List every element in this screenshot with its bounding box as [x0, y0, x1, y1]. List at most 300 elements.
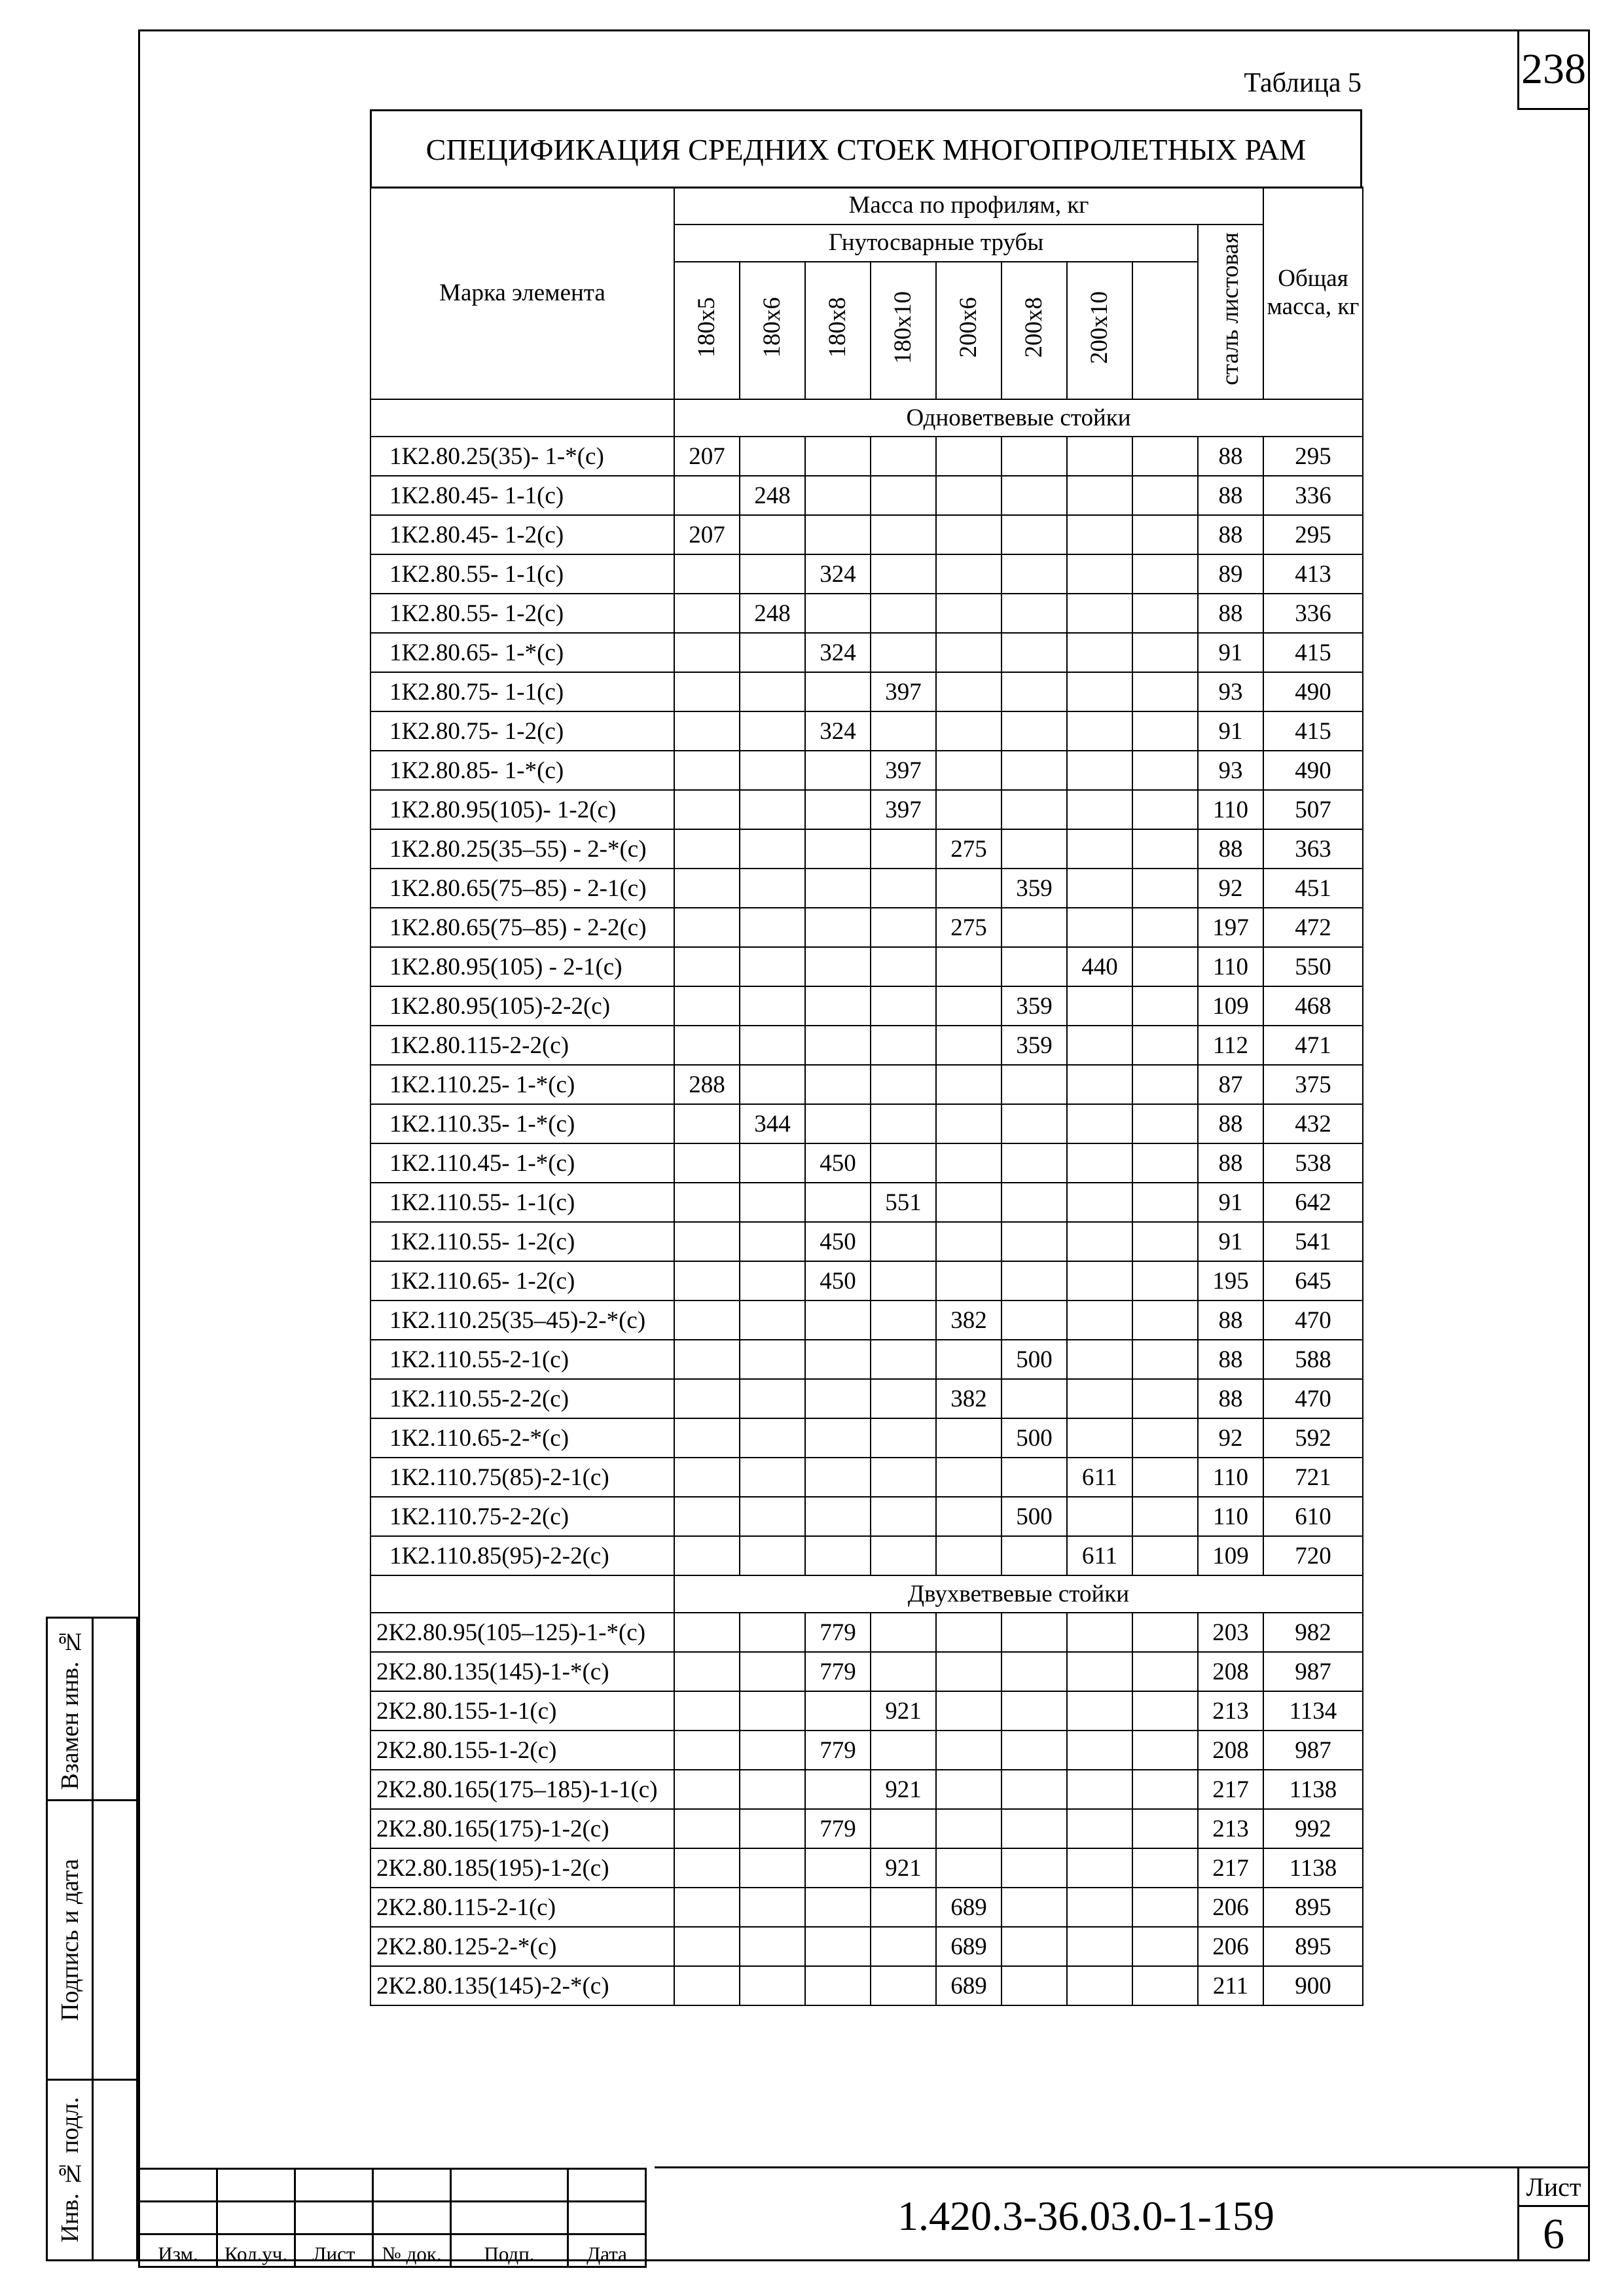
cell-tube-mass: [1132, 1848, 1198, 1888]
cell-tube-mass: [1067, 1143, 1132, 1183]
cell-tube-mass: [674, 1691, 740, 1731]
cell-tube-mass: [871, 986, 936, 1026]
cell-tube-mass: [1067, 1379, 1132, 1418]
cell-tube-mass: [674, 1143, 740, 1183]
cell-tube-mass: 397: [871, 672, 936, 711]
cell-mark: 1К2.80.25(35–55) - 2-*(с): [370, 829, 674, 869]
cell-total-mass: 336: [1263, 594, 1363, 633]
table-row: [370, 1222, 1363, 1261]
cell-tube-mass: [871, 1065, 936, 1104]
cell-tube-mass: [936, 554, 1001, 594]
table-row: [370, 1770, 1363, 1809]
side-stamp-sign-date: [46, 1799, 138, 2081]
cell-tube-mass: [1132, 751, 1198, 790]
cell-mark: 1К2.110.45- 1-*(с): [370, 1143, 674, 1183]
cell-tube-mass: 248: [740, 476, 805, 515]
cell-tube-mass: [1132, 1379, 1198, 1418]
side-orig-inv-label: Инв. № подл.: [56, 2097, 84, 2243]
cell-tube-mass: [1067, 1888, 1132, 1927]
cell-tube-mass: 779: [805, 1731, 871, 1770]
cell-tube-mass: [1132, 1458, 1198, 1497]
table-row: [370, 829, 1363, 869]
cell-mark: 2К2.80.185(195)-1-2(с): [370, 1848, 674, 1888]
cell-tube-mass: [936, 1340, 1001, 1379]
cell-total-mass: 472: [1263, 908, 1363, 947]
cell-tube-mass: 921: [871, 1691, 936, 1731]
cell-tube-mass: [1001, 1458, 1067, 1497]
header-sheet-steel-text: сталь листовая: [1216, 232, 1244, 386]
cell-tube-mass: [936, 476, 1001, 515]
cell-mark: 2К2.80.165(175)-1-2(с): [370, 1809, 674, 1848]
cell-sheet-mass: 195: [1198, 1261, 1263, 1300]
cell-sheet-mass: 109: [1198, 1536, 1263, 1575]
cell-tube-mass: 921: [871, 1770, 936, 1809]
cell-tube-mass: [936, 947, 1001, 986]
table-row: [370, 1613, 1363, 1652]
cell-tube-mass: [1132, 711, 1198, 751]
cell-tube-mass: [936, 1222, 1001, 1261]
cell-tube-mass: 344: [740, 1104, 805, 1143]
table-row: [370, 1104, 1363, 1143]
cell-tube-mass: 248: [740, 594, 805, 633]
cell-tube-mass: [936, 672, 1001, 711]
table-row: [370, 1731, 1363, 1770]
cell-mark: 1К2.80.65- 1-*(с): [370, 633, 674, 672]
cell-tube-mass: [805, 1497, 871, 1536]
cell-sheet-mass: 112: [1198, 1026, 1263, 1065]
cell-tube-mass: [871, 829, 936, 869]
cell-tube-mass: [740, 437, 805, 476]
cell-tube-mass: [740, 554, 805, 594]
cell-tube-mass: [674, 711, 740, 751]
cell-tube-mass: [674, 554, 740, 594]
cell-mark: 1К2.80.55- 1-2(с): [370, 594, 674, 633]
cell-tube-mass: [1001, 554, 1067, 594]
cell-tube-mass: [740, 1418, 805, 1458]
cell-tube-mass: [936, 515, 1001, 554]
cell-sheet-mass: 110: [1198, 790, 1263, 829]
cell-tube-mass: [871, 1104, 936, 1143]
table-row: [370, 515, 1363, 554]
table-row: [370, 476, 1363, 515]
cell-tube-mass: [1067, 554, 1132, 594]
cell-tube-mass: [674, 869, 740, 908]
cell-sheet-mass: 88: [1198, 1104, 1263, 1143]
cell-total-mass: 413: [1263, 554, 1363, 594]
cell-tube-mass: 397: [871, 751, 936, 790]
cell-tube-mass: [1132, 1261, 1198, 1300]
cell-total-mass: 550: [1263, 947, 1363, 986]
cell-tube-mass: [936, 1613, 1001, 1652]
section-blank-cell: [370, 1575, 674, 1613]
cell-mark: 1К2.80.55- 1-1(с): [370, 554, 674, 594]
cell-tube-mass: [871, 1418, 936, 1458]
cell-tube-mass: [740, 1026, 805, 1065]
cell-tube-mass: [1001, 908, 1067, 947]
cell-total-mass: 432: [1263, 1104, 1363, 1143]
cell-mark: 1К2.110.65- 1-2(с): [370, 1261, 674, 1300]
cell-tube-mass: [1067, 1261, 1132, 1300]
cell-tube-mass: [871, 1652, 936, 1691]
cell-tube-mass: [740, 1966, 805, 2005]
side-stamp-orig-inv: [46, 2079, 138, 2261]
cell-total-mass: 538: [1263, 1143, 1363, 1183]
page-number: 238: [1517, 29, 1590, 110]
cell-tube-mass: [1067, 1026, 1132, 1065]
cell-tube-mass: [1067, 1222, 1132, 1261]
cell-total-mass: 470: [1263, 1379, 1363, 1418]
cell-tube-mass: [674, 1888, 740, 1927]
cell-sheet-mass: 91: [1198, 1222, 1263, 1261]
table-row: [370, 554, 1363, 594]
cell-tube-mass: [936, 633, 1001, 672]
cell-tube-mass: [740, 1731, 805, 1770]
cell-total-mass: 470: [1263, 1300, 1363, 1340]
table-row: [370, 947, 1363, 986]
cell-tube-mass: [805, 1927, 871, 1966]
cell-tube-mass: [740, 1261, 805, 1300]
cell-tube-mass: [674, 1340, 740, 1379]
cell-tube-mass: [1067, 711, 1132, 751]
cell-sheet-mass: 217: [1198, 1848, 1263, 1888]
cell-sheet-mass: 92: [1198, 869, 1263, 908]
cell-sheet-mass: 206: [1198, 1888, 1263, 1927]
cell-tube-mass: [871, 711, 936, 751]
cell-tube-mass: 450: [805, 1143, 871, 1183]
cell-tube-mass: [674, 476, 740, 515]
cell-tube-mass: [1067, 1300, 1132, 1340]
cell-tube-mass: [805, 1536, 871, 1575]
cell-tube-mass: [1067, 908, 1132, 947]
cell-tube-mass: [674, 1809, 740, 1848]
cell-tube-mass: [1132, 1222, 1198, 1261]
cell-tube-mass: [871, 869, 936, 908]
cell-tube-mass: [1001, 1536, 1067, 1575]
cell-tube-mass: [740, 869, 805, 908]
cell-tube-mass: [805, 1966, 871, 2005]
cell-total-mass: 490: [1263, 751, 1363, 790]
cell-tube-mass: [805, 869, 871, 908]
cell-tube-mass: [805, 1770, 871, 1809]
cell-tube-mass: [1067, 790, 1132, 829]
cell-tube-mass: [936, 1497, 1001, 1536]
cell-tube-mass: [871, 1809, 936, 1848]
cell-tube-mass: [805, 1026, 871, 1065]
cell-tube-mass: [674, 829, 740, 869]
cell-mark: 1К2.80.75- 1-2(с): [370, 711, 674, 751]
header-tube-size: [1067, 262, 1132, 399]
cell-tube-mass: [805, 594, 871, 633]
cell-tube-mass: [1067, 829, 1132, 869]
cell-tube-mass: [871, 633, 936, 672]
cell-tube-mass: [674, 1222, 740, 1261]
cell-tube-mass: [936, 437, 1001, 476]
cell-tube-mass: [1001, 476, 1067, 515]
cell-total-mass: 721: [1263, 1458, 1363, 1497]
cell-tube-mass: 324: [805, 554, 871, 594]
cell-mark: 1К2.80.65(75–85) - 2-1(с): [370, 869, 674, 908]
cell-tube-mass: [1067, 672, 1132, 711]
cell-sheet-mass: 88: [1198, 829, 1263, 869]
cell-mark: 1К2.110.55- 1-1(с): [370, 1183, 674, 1222]
side-sign-date-label: Подпись и дата: [56, 1858, 84, 2022]
table-row: [370, 672, 1363, 711]
cell-sheet-mass: 88: [1198, 1143, 1263, 1183]
cell-tube-mass: [740, 829, 805, 869]
cell-mark: 2К2.80.95(105–125)-1-*(с): [370, 1613, 674, 1652]
cell-tube-mass: [1067, 437, 1132, 476]
cell-tube-mass: [871, 1927, 936, 1966]
cell-tube-mass: [740, 1927, 805, 1966]
cell-tube-mass: [936, 711, 1001, 751]
cell-mark: 1К2.110.85(95)-2-2(с): [370, 1536, 674, 1575]
cell-tube-mass: [871, 1026, 936, 1065]
header-tube-size-text: 180х6: [758, 296, 785, 358]
cell-tube-mass: [1132, 1183, 1198, 1222]
title-block-column-label: Подп.: [451, 2234, 568, 2267]
cell-total-mass: 982: [1263, 1613, 1363, 1652]
cell-tube-mass: [674, 1418, 740, 1458]
cell-tube-mass: [1001, 1143, 1067, 1183]
cell-tube-mass: [674, 1497, 740, 1536]
table-row: [370, 633, 1363, 672]
cell-tube-mass: [1001, 1770, 1067, 1809]
table-row: [370, 986, 1363, 1026]
cell-tube-mass: [805, 1300, 871, 1340]
cell-total-mass: 415: [1263, 633, 1363, 672]
cell-tube-mass: [1067, 986, 1132, 1026]
cell-tube-mass: [674, 1104, 740, 1143]
cell-tube-mass: [1132, 672, 1198, 711]
cell-tube-mass: [674, 790, 740, 829]
header-tube-size-text: 180х8: [823, 296, 851, 358]
cell-tube-mass: [805, 1418, 871, 1458]
table-row: [370, 1379, 1363, 1418]
cell-tube-mass: [740, 633, 805, 672]
cell-total-mass: 900: [1263, 1966, 1363, 2005]
cell-tube-mass: [936, 1536, 1001, 1575]
cell-tube-mass: [740, 986, 805, 1026]
cell-tube-mass: [805, 1104, 871, 1143]
cell-mark: 1К2.110.65-2-*(с): [370, 1418, 674, 1458]
cell-tube-mass: [674, 1026, 740, 1065]
cell-mark: 2К2.80.135(145)-1-*(с): [370, 1652, 674, 1691]
cell-tube-mass: 779: [805, 1613, 871, 1652]
cell-total-mass: 895: [1263, 1927, 1363, 1966]
header-mass-by-profile: Масса по профилям, кг: [674, 187, 1263, 224]
cell-tube-mass: [740, 1379, 805, 1418]
cell-tube-mass: [1132, 1418, 1198, 1458]
cell-mark: 1К2.80.25(35)- 1-*(с): [370, 437, 674, 476]
cell-sheet-mass: 87: [1198, 1065, 1263, 1104]
cell-tube-mass: [871, 515, 936, 554]
cell-mark: 1К2.110.75(85)-2-1(с): [370, 1458, 674, 1497]
header-tube-size: [936, 262, 1001, 399]
cell-tube-mass: 382: [936, 1300, 1001, 1340]
cell-tube-mass: [1132, 1300, 1198, 1340]
cell-tube-mass: [740, 1143, 805, 1183]
cell-sheet-mass: 197: [1198, 908, 1263, 947]
cell-tube-mass: [1132, 1143, 1198, 1183]
cell-tube-mass: [936, 1183, 1001, 1222]
cell-tube-mass: [1067, 515, 1132, 554]
cell-tube-mass: [674, 1458, 740, 1497]
cell-tube-mass: [805, 790, 871, 829]
cell-tube-mass: [740, 711, 805, 751]
table-row: [370, 908, 1363, 947]
cell-tube-mass: [871, 1458, 936, 1497]
cell-tube-mass: [936, 751, 1001, 790]
cell-tube-mass: [740, 515, 805, 554]
table-row: [370, 1340, 1363, 1379]
cell-tube-mass: [1067, 1927, 1132, 1966]
cell-tube-mass: [740, 1809, 805, 1848]
cell-tube-mass: [740, 1536, 805, 1575]
cell-total-mass: 375: [1263, 1065, 1363, 1104]
cell-tube-mass: [1067, 1418, 1132, 1458]
cell-sheet-mass: 93: [1198, 672, 1263, 711]
section-title: Двухветвевые стойки: [674, 1575, 1363, 1613]
cell-mark: 1К2.110.35- 1-*(с): [370, 1104, 674, 1143]
cell-tube-mass: [674, 1300, 740, 1340]
header-tube-size: [871, 262, 936, 399]
cell-tube-mass: 359: [1001, 869, 1067, 908]
header-tube-size: [674, 262, 740, 399]
cell-tube-mass: [871, 1379, 936, 1418]
cell-tube-mass: [674, 751, 740, 790]
cell-tube-mass: [936, 1104, 1001, 1143]
sheet-number: 6: [1543, 2210, 1564, 2258]
cell-tube-mass: [1001, 1222, 1067, 1261]
cell-total-mass: 295: [1263, 515, 1363, 554]
cell-total-mass: 992: [1263, 1809, 1363, 1848]
cell-tube-mass: [1132, 1927, 1198, 1966]
cell-sheet-mass: 211: [1198, 1966, 1263, 2005]
cell-tube-mass: [1067, 869, 1132, 908]
cell-tube-mass: 551: [871, 1183, 936, 1222]
table-row: [370, 1966, 1363, 2005]
cell-tube-mass: [674, 1261, 740, 1300]
table-row: [370, 1536, 1363, 1575]
cell-tube-mass: 275: [936, 829, 1001, 869]
cell-tube-mass: [805, 1888, 871, 1927]
cell-tube-mass: [1001, 1927, 1067, 1966]
cell-total-mass: 720: [1263, 1536, 1363, 1575]
cell-tube-mass: [1132, 1809, 1198, 1848]
cell-tube-mass: 689: [936, 1966, 1001, 2005]
cell-tube-mass: [805, 1848, 871, 1888]
cell-mark: 1К2.110.55-2-2(с): [370, 1379, 674, 1418]
cell-tube-mass: [674, 1379, 740, 1418]
cell-tube-mass: [674, 1770, 740, 1809]
cell-tube-mass: [805, 1183, 871, 1222]
cell-tube-mass: [871, 1300, 936, 1340]
cell-tube-mass: [805, 476, 871, 515]
cell-sheet-mass: 88: [1198, 1300, 1263, 1340]
table-row: [370, 594, 1363, 633]
cell-sheet-mass: 88: [1198, 594, 1263, 633]
title-block-column-label: Дата: [568, 2234, 646, 2267]
cell-tube-mass: [674, 1848, 740, 1888]
cell-mark: 1К2.80.115-2-2(с): [370, 1026, 674, 1065]
cell-tube-mass: [936, 1691, 1001, 1731]
cell-tube-mass: 689: [936, 1927, 1001, 1966]
cell-tube-mass: [1132, 869, 1198, 908]
cell-sheet-mass: 110: [1198, 947, 1263, 986]
cell-tube-mass: [1067, 594, 1132, 633]
cell-mark: 2К2.80.135(145)-2-*(с): [370, 1966, 674, 2005]
table-row: [370, 751, 1363, 790]
cell-tube-mass: [1001, 1104, 1067, 1143]
cell-tube-mass: [1001, 790, 1067, 829]
cell-tube-mass: [805, 986, 871, 1026]
cell-tube-mass: [936, 1848, 1001, 1888]
cell-tube-mass: [1132, 1731, 1198, 1770]
cell-total-mass: 451: [1263, 869, 1363, 908]
table-row: [370, 1143, 1363, 1183]
cell-tube-mass: [871, 947, 936, 986]
cell-tube-mass: [936, 1458, 1001, 1497]
cell-tube-mass: [740, 790, 805, 829]
cell-tube-mass: [674, 1183, 740, 1222]
cell-tube-mass: [1132, 1652, 1198, 1691]
cell-tube-mass: [1001, 947, 1067, 986]
cell-tube-mass: [1132, 554, 1198, 594]
cell-tube-mass: [1067, 1497, 1132, 1536]
cell-tube-mass: [1132, 829, 1198, 869]
cell-tube-mass: [1067, 1848, 1132, 1888]
cell-sheet-mass: 208: [1198, 1731, 1263, 1770]
cell-mark: 1К2.110.55- 1-2(с): [370, 1222, 674, 1261]
cell-tube-mass: 275: [936, 908, 1001, 947]
cell-tube-mass: [674, 1731, 740, 1770]
cell-mark: 1К2.110.25(35–45)-2-*(с): [370, 1300, 674, 1340]
cell-tube-mass: [740, 947, 805, 986]
table-title: СПЕЦИФИКАЦИЯ СРЕДНИХ СТОЕК МНОГОПРОЛЕТНЫХ РАМ: [370, 109, 1362, 188]
section-blank-cell: [370, 399, 674, 437]
cell-tube-mass: [1001, 1652, 1067, 1691]
cell-total-mass: 363: [1263, 829, 1363, 869]
cell-tube-mass: [674, 1652, 740, 1691]
cell-tube-mass: [936, 1143, 1001, 1183]
cell-tube-mass: [1001, 594, 1067, 633]
cell-tube-mass: 450: [805, 1222, 871, 1261]
table-row: [370, 790, 1363, 829]
cell-tube-mass: [1067, 751, 1132, 790]
cell-mark: 2К2.80.155-1-2(с): [370, 1731, 674, 1770]
cell-tube-mass: [805, 1379, 871, 1418]
cell-total-mass: 507: [1263, 790, 1363, 829]
cell-tube-mass: [1132, 947, 1198, 986]
cell-tube-mass: [871, 476, 936, 515]
cell-tube-mass: [871, 554, 936, 594]
side-stamp-replace-inv: [46, 1617, 138, 1801]
cell-sheet-mass: 213: [1198, 1809, 1263, 1848]
title-block-column-label: Лист: [295, 2234, 373, 2267]
cell-tube-mass: [871, 1731, 936, 1770]
cell-tube-mass: [1067, 1691, 1132, 1731]
cell-sheet-mass: 91: [1198, 1183, 1263, 1222]
table-row: [370, 1026, 1363, 1065]
cell-tube-mass: 611: [1067, 1536, 1132, 1575]
cell-tube-mass: [740, 1300, 805, 1340]
cell-mark: 2К2.80.125-2-*(с): [370, 1927, 674, 1966]
cell-mark: 2К2.80.165(175–185)-1-1(с): [370, 1770, 674, 1809]
cell-tube-mass: [1001, 1065, 1067, 1104]
cell-tube-mass: [1132, 1065, 1198, 1104]
table-row: [370, 1418, 1363, 1458]
cell-sheet-mass: 208: [1198, 1652, 1263, 1691]
